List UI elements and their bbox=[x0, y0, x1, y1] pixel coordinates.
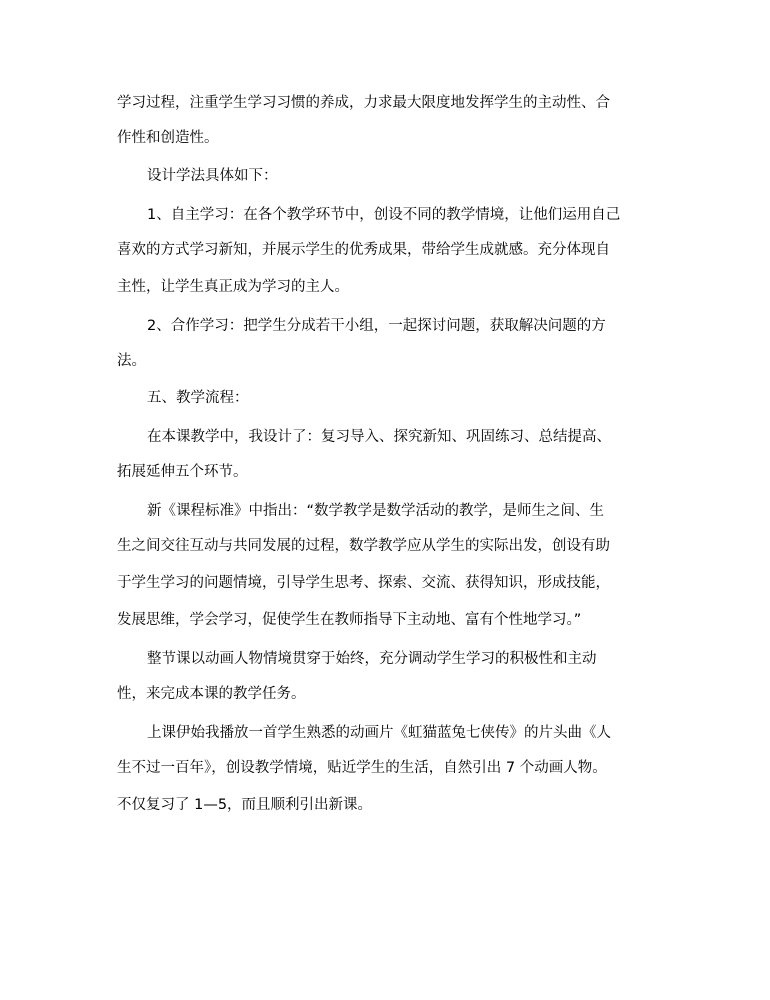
text-line: 性，来完成本课的教学任务。 bbox=[117, 686, 306, 702]
text-line: 1、自主学习：在各个教学环节中，创设不同的教学情境，让他们运用自己 bbox=[147, 207, 621, 223]
text-line: 发展思维，学会学习，促使学生在教师指导下主动地、富有个性地学习。” bbox=[117, 612, 582, 628]
text-line: 主性，让学生真正成为学习的主人。 bbox=[117, 279, 349, 295]
text-line: 作性和创造性。 bbox=[117, 130, 219, 146]
section-heading: 五、教学流程： bbox=[147, 390, 249, 406]
text-line: 生之间交往互动与共同发展的过程，数学教学应从学生的实际出发，创设有助 bbox=[117, 538, 610, 554]
text-line: 在本课教学中，我设计了：复习导入、探究新知、巩固练习、总结提高、 bbox=[147, 429, 611, 445]
text-line: 整节课以动画人物情境贯穿于始终，充分调动学生学习的积极性和主动 bbox=[147, 651, 597, 667]
text-line: 于学生学习的问题情境，引导学生思考、探索、交流、获得知识，形成技能， bbox=[117, 575, 610, 591]
text-line: 2、合作学习：把学生分成若干小组，一起探讨问题，获取解决问题的方 bbox=[147, 318, 606, 334]
text-line: 生不过一百年》，创设教学情境，贴近学生的生活，自然引出 7 个动画人物。 bbox=[117, 760, 607, 776]
text-line: 新《课程标准》中指出：“数学教学是数学活动的教学，是师生之间、生 bbox=[147, 503, 605, 519]
text-line: 法。 bbox=[117, 353, 146, 369]
text-line: 学习过程，注重学生学习习惯的养成，力求最大限度地发挥学生的主动性、合 bbox=[117, 95, 610, 111]
text-line: 拓展延伸五个环节。 bbox=[117, 464, 248, 480]
text-line: 不仅复习了 1—5，而且顺利引出新课。 bbox=[117, 797, 373, 813]
section-heading: 设计学法具体如下： bbox=[147, 168, 278, 184]
text-line: 喜欢的方式学习新知，并展示学生的优秀成果，带给学生成就感。充分体现自 bbox=[117, 242, 610, 258]
text-line: 上课伊始我播放一首学生熟悉的动画片《虹猫蓝兔七侠传》的片头曲《人 bbox=[147, 725, 611, 741]
